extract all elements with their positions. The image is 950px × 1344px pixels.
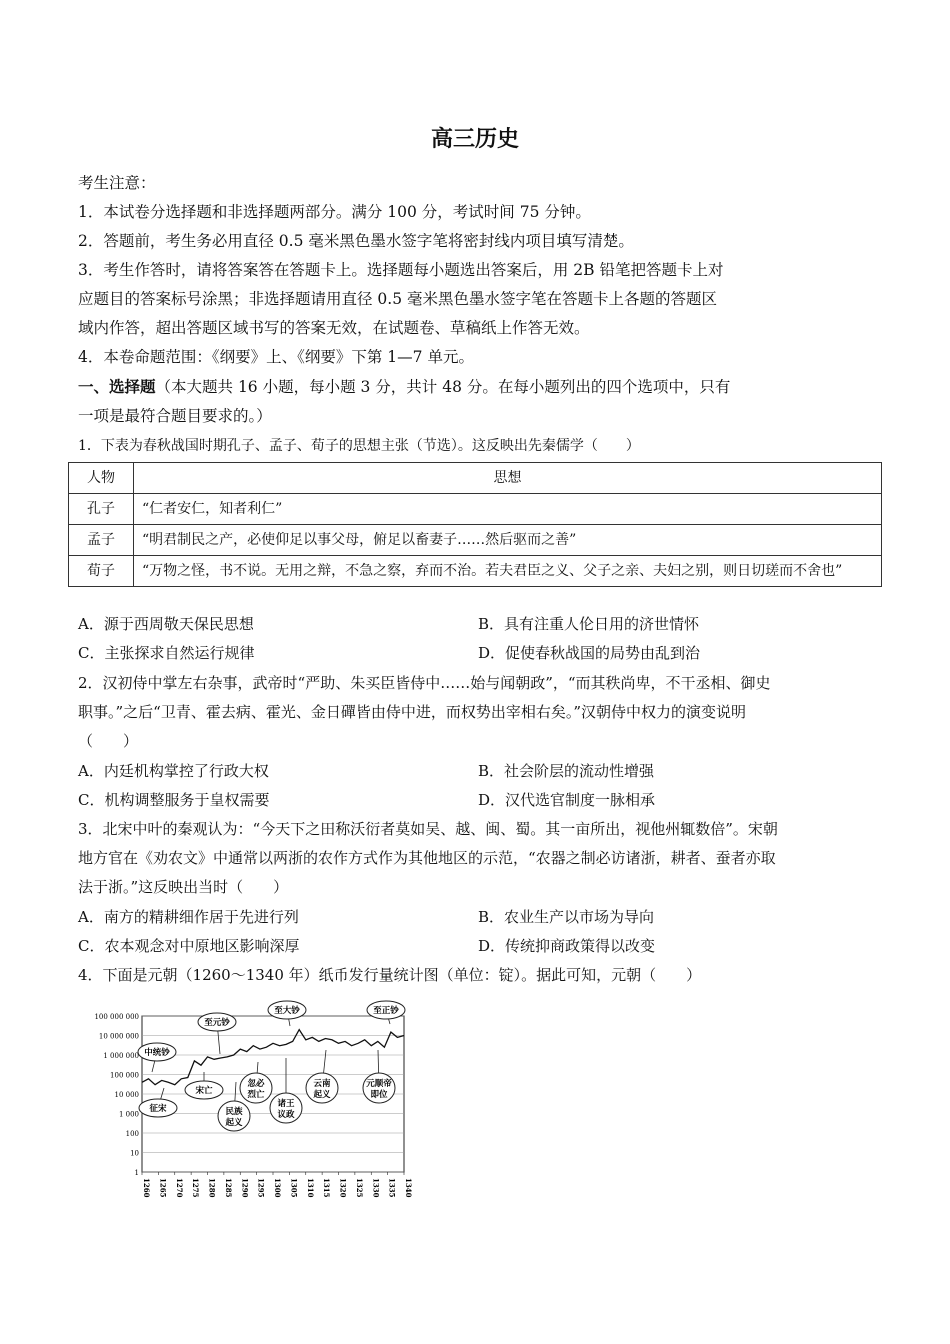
q3-option-d[interactable]: D．传统抑商政策得以改变 [478,937,656,955]
table-header-cell: 人物 [69,463,134,494]
annotation-label: 至正钞 [373,1006,399,1016]
annotation-label: 至大钞 [274,1006,300,1016]
annotation-label: 元顺帝 [366,1079,392,1089]
table-row [69,525,882,556]
x-tick-label: 1260 [142,1178,151,1198]
x-tick-label: 1300 [273,1178,282,1198]
q2-option-c[interactable]: C．机构调整服务于皇权需要 [78,791,270,809]
y-tick-label: 1 000 000 [103,1052,139,1060]
notice-item: 4．本卷命题范围：《纲要》上、《纲要》下第 1—7 单元。 [78,348,474,366]
x-tick-label: 1280 [207,1178,217,1198]
annotation-label: 起义 [313,1090,331,1100]
q2-option-d[interactable]: D．汉代选官制度一脉相承 [478,791,656,809]
table-row [69,494,882,525]
section-desc: （本大题共 16 小题，每小题 3 分，共计 48 分。在每小题列出的四个选项中，只有 [155,378,731,396]
x-tick-label: 1265 [158,1178,168,1198]
annotation-label: 烈亡 [247,1090,265,1100]
annotation-label: 至元钞 [204,1018,230,1028]
x-tick-label: 1290 [240,1178,250,1198]
x-tick-label: 1315 [322,1178,332,1198]
section-label: 一、选择题 [78,377,156,396]
x-tick-label: 1270 [174,1178,184,1198]
annotation-label: 议政 [277,1110,295,1120]
page-title: 高三历史 [430,127,519,152]
q2-stem-line: （ ） [78,732,139,750]
annotation-label: 诸王 [277,1099,295,1109]
q2-stem-line: 职事。”之后“卫青、霍去病、霍光、金日磾皆由侍中进，而权势出宰相右矣。”汉朝侍中权力的演变说明 [78,703,747,721]
notice-heading: 考生注意： [78,174,156,192]
q3-stem-line: 地方官在《劝农文》中通常以两浙的农作方式作为其他地区的示范，“农器之制必访诸浙，耕者、蚕者亦取 [78,849,776,867]
x-tick-label: 1330 [371,1178,381,1198]
x-tick-label: 1285 [223,1178,233,1198]
y-tick-label: 10 [130,1149,139,1158]
y-tick-label: 10 000 000 [98,1032,139,1041]
x-tick-label: 1320 [338,1178,348,1198]
q3-stem-line: 3．北宋中叶的秦观认为：“今天下之田称沃衍者莫如吴、越、闽、蜀。其一亩所出，视他州辄数倍”。宋朝 [78,820,778,838]
y-tick-label: 1 000 [118,1110,139,1119]
chart-svg [86,1000,416,1200]
y-tick-label: 100 000 [110,1071,139,1080]
q4-stem: 4．下面是元朝（1260～1340 年）纸币发行量统计图（单位：锭）。据此可知，元朝（ ） [78,966,702,984]
x-tick-label: 1340 [404,1178,413,1198]
paper-money-chart [86,1000,416,1200]
annotation-label: 忽必 [247,1079,265,1089]
q3-option-a[interactable]: A．南方的精耕细作居于先进行列 [78,908,299,926]
table-cell-who: 孟子 [69,525,134,556]
q2-stem-line: 2．汉初侍中掌左右杂事，武帝时“严助、朱买臣皆侍中……始与闻朝政”，“而其秩尚卑，不干丞相、御史 [78,674,771,692]
q3-option-c[interactable]: C．农本观念对中原地区影响深厚 [78,937,300,955]
table-cell-who: 荀子 [69,556,134,587]
table-cell-text: “万物之怪，书不说。无用之辩，不急之察，弃而不治。若夫君臣之义、父子之亲、夫妇之别，则日切瑳而不舍也” [134,556,882,587]
annotation-label: 征宋 [149,1104,167,1114]
q2-option-a[interactable]: A．内廷机构掌控了行政大权 [78,762,269,780]
q3-stem-line: 法于浙。”这反映出当时（ ） [78,878,289,896]
x-tick-label: 1310 [305,1178,315,1198]
section-heading [78,376,878,398]
x-tick-label: 1335 [387,1178,397,1198]
notice-item: 3．考生作答时，请将答案答在答题卡上。选择题每小题选出答案后，用 2B 铅笔把答题卡上对 [78,261,724,279]
table-cell-text: “明君制民之产，必使仰足以事父母，俯足以畜妻子……然后驱而之善” [134,525,882,556]
q1-option-d[interactable]: D．促使春秋战国的局势由乱到治 [478,644,701,662]
table-cell-text: “仁者安仁，知者利仁” [134,494,882,525]
annotation-label: 云南 [313,1079,331,1089]
notice-item: 域内作答，超出答题区域书写的答案无效，在试题卷、草稿纸上作答无效。 [78,319,590,337]
table-header-cell: 思想 [134,463,882,494]
annotation-label: 即位 [370,1090,388,1100]
q3-option-b[interactable]: B．农业生产以市场为导向 [478,908,655,926]
q1-option-c[interactable]: C．主张探求自然运行规律 [78,644,255,662]
x-tick-label: 1275 [191,1178,201,1198]
y-tick-label: 100 [125,1130,139,1138]
x-tick-label: 1295 [256,1178,266,1198]
section-desc-2: 一项是最符合题目要求的。） [78,407,272,425]
y-tick-label: 1 [134,1169,139,1177]
x-tick-label: 1325 [354,1178,364,1198]
q2-option-b[interactable]: B．社会阶层的流动性增强 [478,762,655,780]
q1-option-b[interactable]: B．具有注重人伦日用的济世情怀 [478,615,700,633]
table-cell-who: 孔子 [69,494,134,525]
notice-item: 2．答题前，考生务必用直径 0.5 毫米黑色墨水签字笔将密封线内项目填写清楚。 [78,232,634,250]
y-tick-label: 10 000 [114,1091,139,1099]
q1-stem: 1．下表为春秋战国时期孔子、孟子、荀子的思想主张（节选）。这反映出先秦儒学（ ） [78,438,640,454]
q1-option-a[interactable]: A．源于西周敬天保民思想 [78,615,254,633]
q1-table [68,462,882,587]
y-tick-label: 100 000 000 [94,1013,139,1021]
table-header-row [69,463,882,494]
annotation-label: 民族 [225,1107,243,1117]
x-tick-label: 1305 [289,1178,299,1198]
annotation-label: 宋亡 [195,1086,213,1096]
annotation-label: 起义 [225,1118,243,1128]
notice-item: 1．本试卷分选择题和非选择题两部分。满分 100 分，考试时间 75 分钟。 [78,203,591,221]
notice-item: 应题目的答案标号涂黑；非选择题请用直径 0.5 毫米黑色墨水签字笔在答题卡上各题的答题区 [78,290,718,308]
table-row [69,556,882,587]
annotation-label: 中统钞 [144,1048,170,1058]
